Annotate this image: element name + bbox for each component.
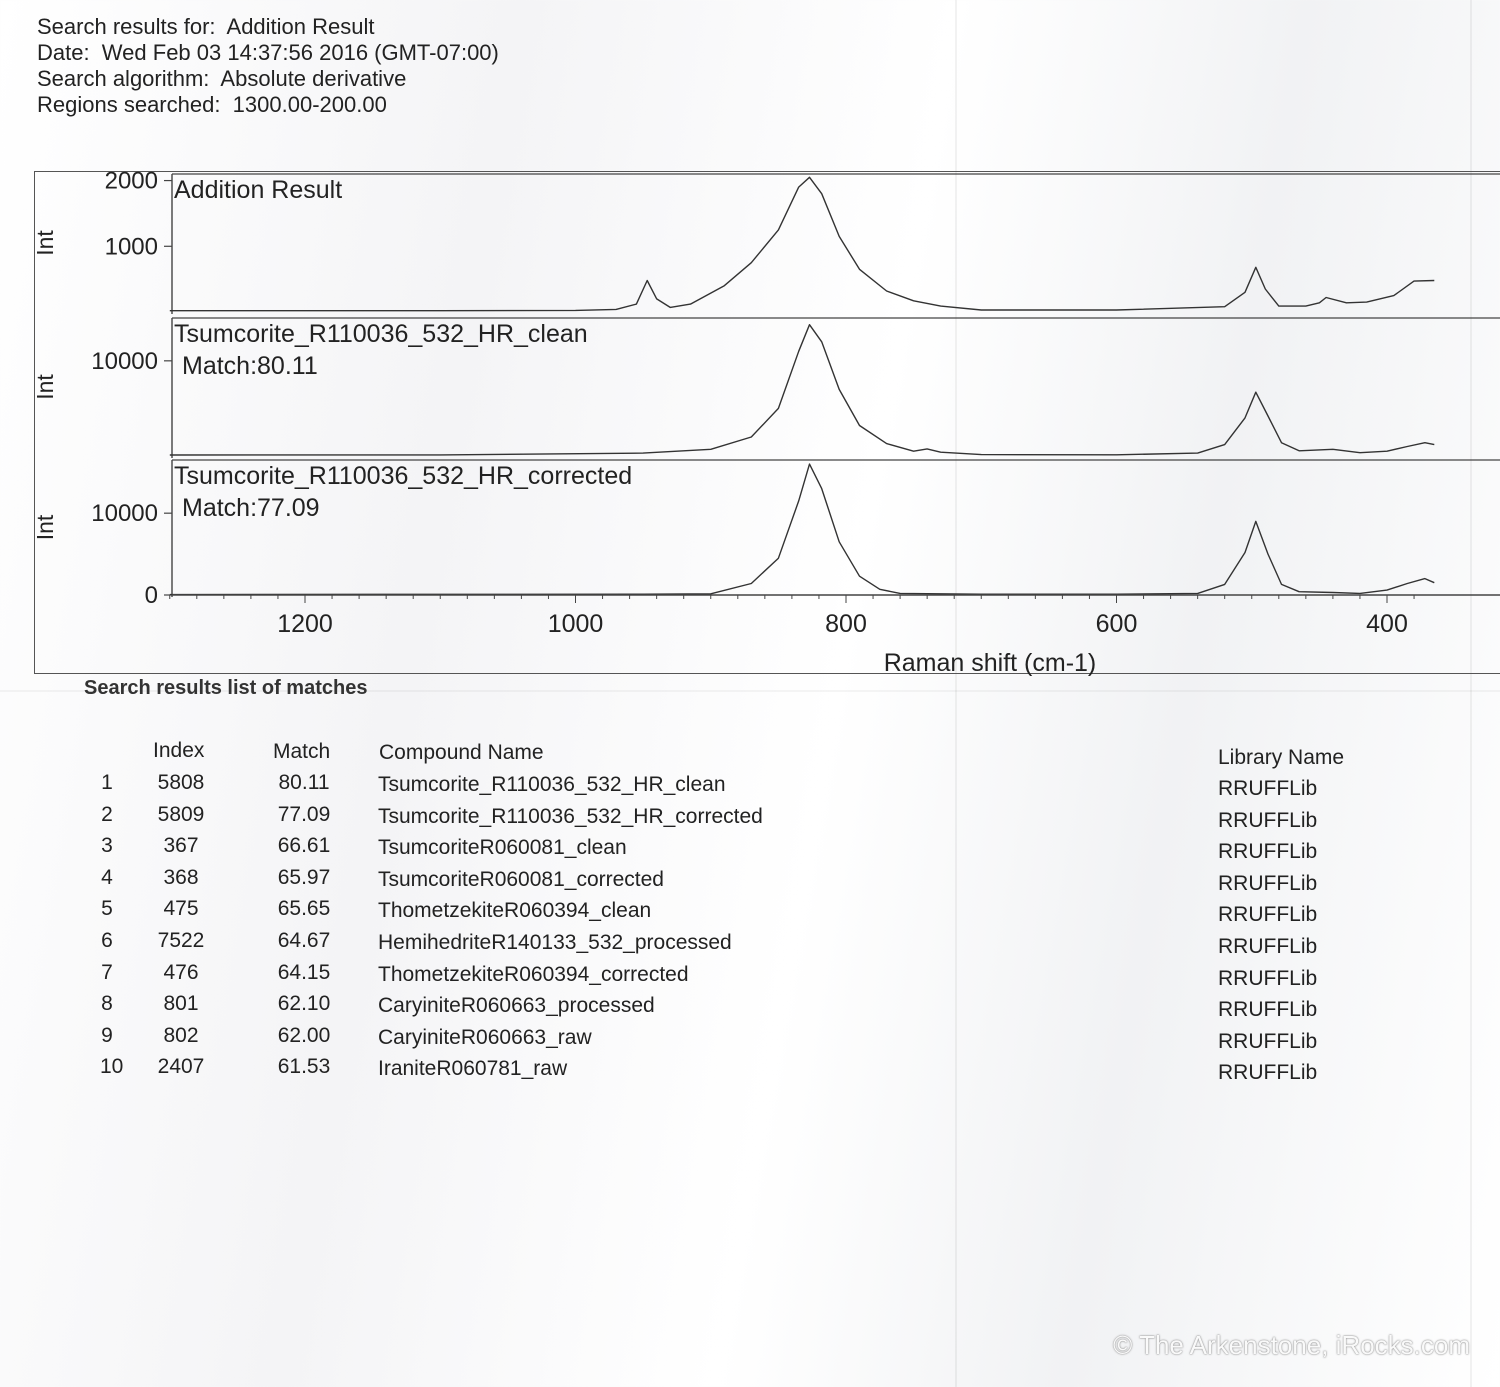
row-number: 10 (100, 1055, 124, 1079)
results-list-title: Search results list of matches (84, 677, 368, 699)
column-header-index: Index (153, 739, 205, 762)
row-index: 367 (163, 834, 199, 858)
row-compound-name: IraniteR060781_raw (378, 1057, 568, 1081)
row-match: 64.15 (277, 960, 331, 984)
copyright-watermark: © The Arkenstone, iRocks.com (1113, 1330, 1470, 1360)
y-tick-label: 0 (144, 582, 158, 609)
row-index: 476 (163, 960, 199, 984)
row-index: 5808 (157, 771, 205, 794)
row-index: 2407 (157, 1055, 205, 1079)
row-library-name: RRUFFLib (1218, 966, 1318, 990)
row-match: 77.09 (277, 802, 331, 826)
row-number: 1 (101, 771, 113, 794)
row-match: 66.61 (277, 834, 331, 858)
row-compound-name: ThometzekiteR060394_corrected (378, 962, 689, 986)
panel-title: Tsumcorite_R110036_532_HR_corrected (174, 462, 633, 490)
spectrum-line (170, 177, 1435, 310)
row-number: 2 (101, 802, 113, 826)
column-header-match: Match (273, 740, 331, 763)
panel-title: Tsumcorite_R110036_532_HR_clean (174, 320, 588, 348)
row-library-name: RRUFFLib (1218, 777, 1318, 800)
row-match: 62.00 (277, 1023, 331, 1047)
row-compound-name: TsumcoriteR060081_corrected (378, 867, 664, 891)
row-compound-name: Tsumcorite_R110036_532_HR_clean (378, 773, 726, 796)
row-index: 802 (163, 1023, 199, 1047)
row-index: 801 (163, 992, 199, 1016)
row-index: 368 (163, 865, 199, 889)
y-tick-label: 10000 (91, 500, 158, 528)
x-tick-label: 1200 (277, 610, 333, 638)
x-axis-label: Raman shift (cm-1) (883, 649, 1097, 677)
row-number: 9 (101, 1023, 113, 1047)
row-number: 8 (101, 992, 113, 1016)
y-tick-label: 1000 (104, 233, 158, 261)
row-library-name: RRUFFLib (1218, 871, 1318, 895)
x-tick-label: 400 (1366, 610, 1408, 638)
search-target: Search results for: Addition Result (37, 14, 375, 39)
row-library-name: RRUFFLib (1218, 903, 1318, 927)
search-date: Date: Wed Feb 03 14:37:56 2016 (GMT-07:00) (37, 40, 499, 65)
y-axis-label: Int (32, 514, 58, 541)
y-tick-label: 10000 (91, 347, 158, 375)
row-library-name: RRUFFLib (1218, 808, 1318, 832)
panel-match-score: Match:80.11 (182, 352, 318, 380)
row-compound-name: Tsumcorite_R110036_532_HR_corrected (378, 804, 763, 828)
search-algorithm: Search algorithm: Absolute derivative (37, 66, 407, 91)
y-axis-label: Int (32, 374, 58, 400)
x-tick-label: 1000 (547, 610, 604, 638)
row-library-name: RRUFFLib (1218, 1029, 1318, 1053)
row-match: 62.10 (277, 992, 331, 1016)
row-compound-name: CaryiniteR060663_processed (378, 994, 655, 1018)
row-library-name: RRUFFLib (1218, 998, 1318, 1022)
row-index: 475 (163, 897, 199, 921)
panel-match-score: Match:77.09 (182, 494, 320, 522)
row-number: 7 (101, 960, 113, 984)
y-axis-label: Int (32, 230, 58, 256)
row-match: 61.53 (277, 1055, 331, 1079)
row-number: 6 (101, 929, 113, 952)
row-compound-name: CaryiniteR060663_raw (378, 1025, 592, 1049)
row-match: 65.65 (277, 897, 331, 921)
row-match: 65.97 (277, 865, 331, 889)
row-library-name: RRUFFLib (1218, 840, 1318, 864)
row-compound-name: TsumcoriteR060081_clean (378, 836, 627, 860)
regions-searched: Regions searched: 1300.00-200.00 (37, 92, 387, 117)
panel-title: Addition Result (174, 176, 343, 204)
x-tick-label: 600 (1095, 610, 1138, 638)
x-tick-label: 800 (825, 610, 867, 638)
row-match: 64.67 (277, 929, 331, 952)
y-tick-label: 2000 (104, 167, 158, 195)
row-number: 5 (101, 897, 113, 921)
row-compound-name: HemihedriteR140133_532_processed (378, 931, 732, 954)
row-library-name: RRUFFLib (1218, 1061, 1318, 1085)
row-number: 3 (101, 834, 113, 858)
row-match: 80.11 (278, 771, 330, 794)
row-number: 4 (101, 865, 113, 889)
column-header-compound: Compound Name (379, 741, 544, 764)
row-index: 7522 (157, 929, 205, 952)
row-compound-name: ThometzekiteR060394_clean (378, 899, 652, 923)
row-library-name: RRUFFLib (1218, 935, 1318, 958)
row-index: 5809 (157, 802, 205, 826)
column-header-library: Library Name (1218, 746, 1345, 769)
